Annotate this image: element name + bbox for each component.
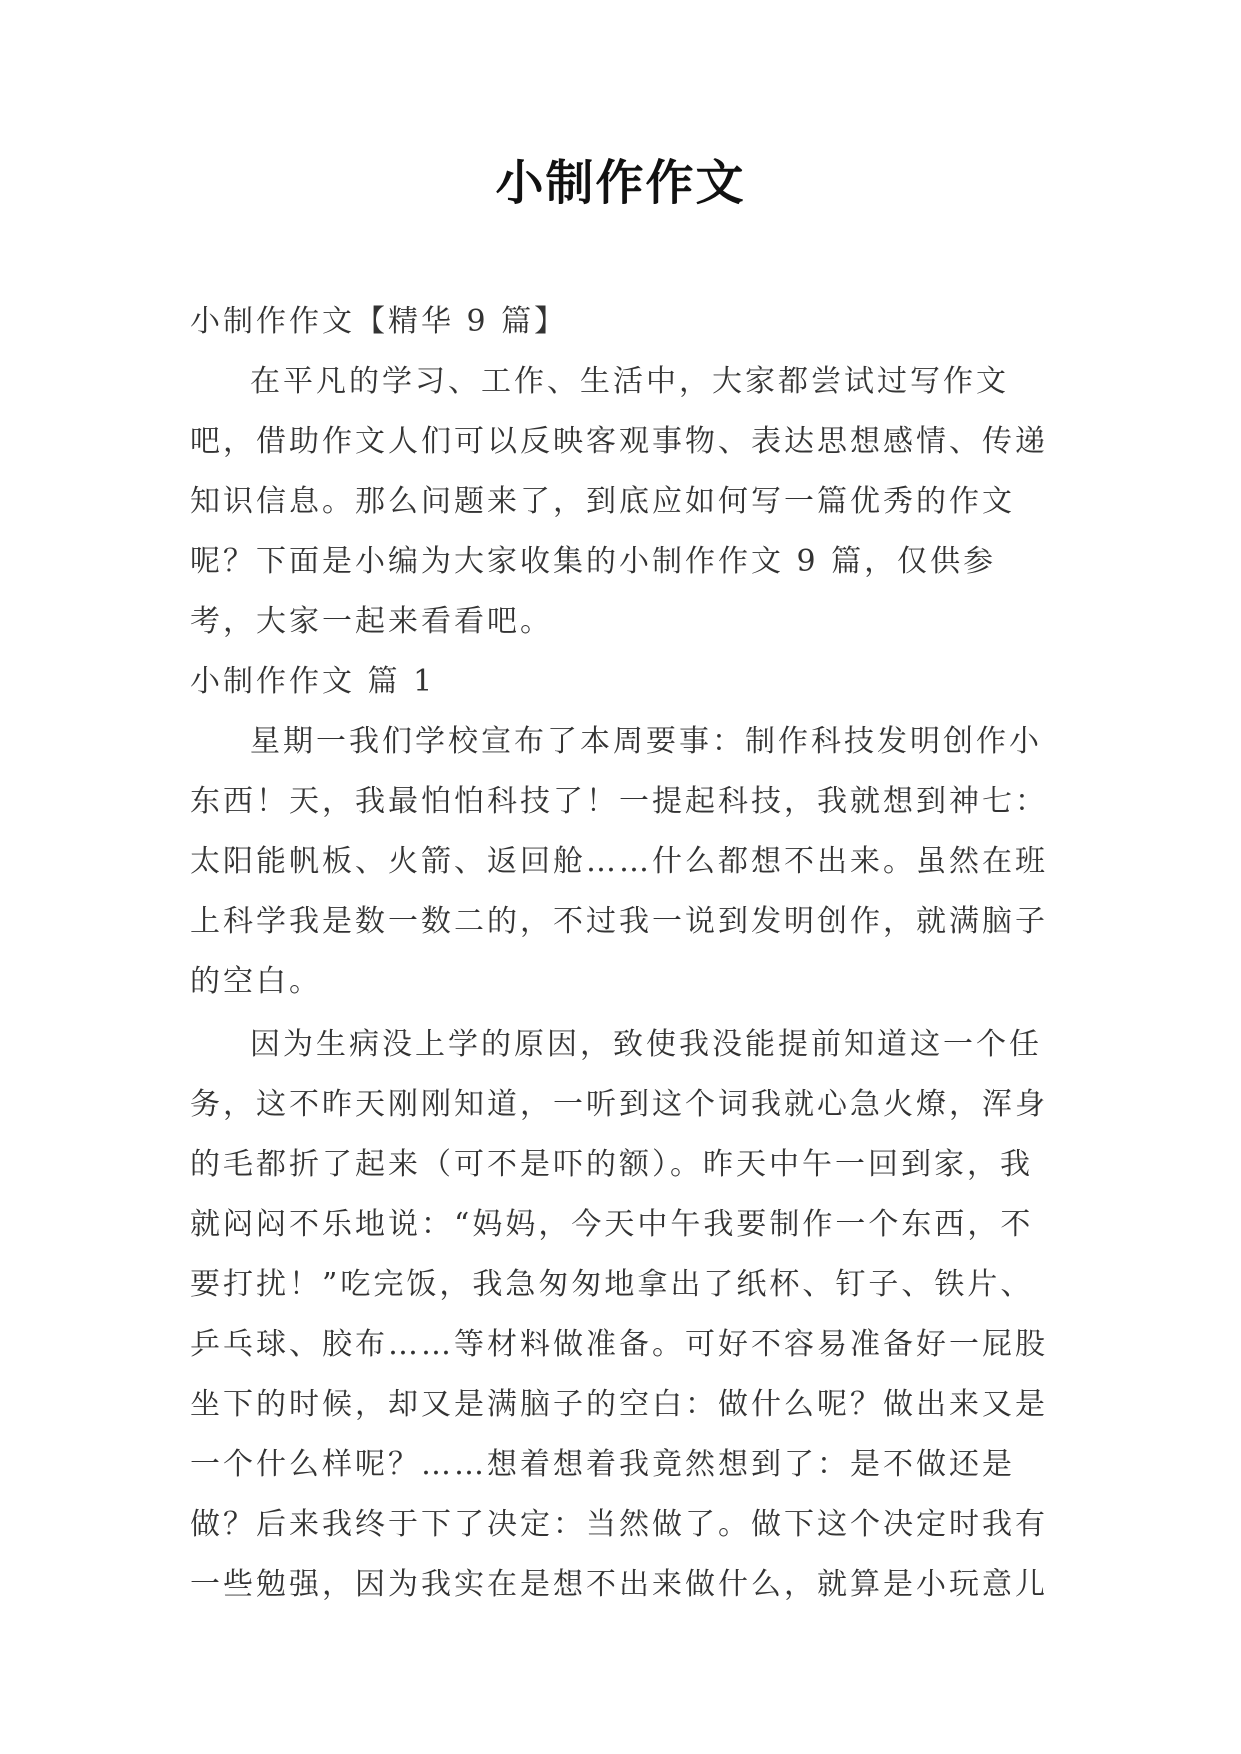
document-body <box>190 292 1052 1615</box>
document-subtitle: 小制作作文【精华 9 篇】 <box>190 304 568 339</box>
body-paragraph: 星期一我们学校宣布了本周要事：制作科技发明创作小东西！天，我最怕怕科技了！一提起科技，我就想到神七：太阳能帆板、火箭、返回舱……什么都想不出来。虽然在班上科学我是数一数二的，不过我一说到发明创作，就满脑子的空白。 <box>190 724 1048 999</box>
document-title: 小制作作文 <box>495 155 746 211</box>
intro-paragraph: 在平凡的学习、工作、生活中，大家都尝试过写作文吧，借助作文人们可以反映客观事物、表达思想感情、传递知识信息。那么问题来了，到底应如何写一篇优秀的作文呢？下面是小编为大家收集的小制作作文 9 篇，仅供参考，大家一起来看看吧。 <box>190 364 1048 639</box>
section-heading: 小制作作文 篇 1 <box>190 664 436 699</box>
body-paragraph: 因为生病没上学的原因，致使我没能提前知道这一个任务，这不昨天刚刚知道，一听到这个词我就心急火燎，浑身的毛都折了起来（可不是吓的额）。昨天中午一回到家，我就闷闷不乐地说：“妈妈，今天中午我要制作一个东西，不要打扰！”吃完饭，我急匆匆地拿出了纸杯、钉子、铁片、乒乓球、胶布……等材料做准备。可好不容易准备好一屁股坐下的时候，却又是满脑子的空白：做什么呢？做出来又是一个什么样呢？……想着想着我竟然想到了：是不做还是做？后来我终于下了决定：当然做了。做下这个决定时我有一些勉强，因为我实在是想不出来做什么，就算是小玩意儿 <box>190 1027 1048 1602</box>
